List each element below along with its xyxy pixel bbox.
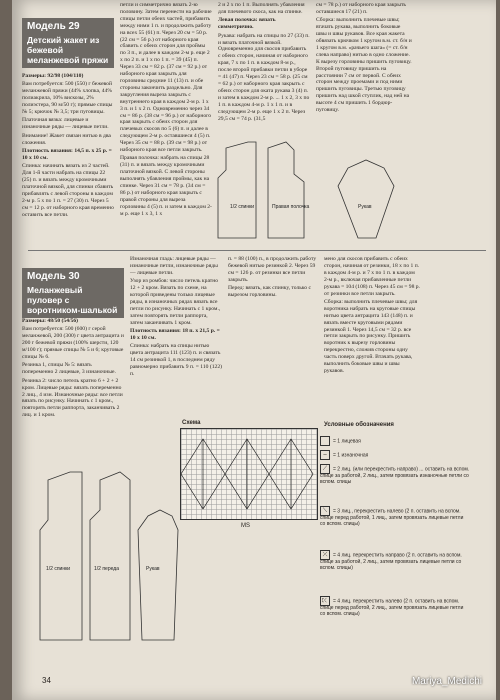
- legend-item-2-text: = 1 изнаночная: [333, 452, 369, 459]
- model29-front-outline: [268, 142, 304, 238]
- model29-right-front: Правая полочка: набрать на спицы 28 (31) п. и вязать между кромочными платочной вязкой. С левой стороны выполнять убавления проймы, как на спинке. Через 31 см = 78 р. (34 см = 86 р.) от наборного края закрыть с правой стороны для выреза горловины 4 (5) п. и затем в каждом 2-м р. еще 1 х 3, 1 х: [120, 155, 212, 217]
- legend-item-1: [320, 436, 470, 446]
- model30-back: Спинка: набрать на спицы нитью цвета антрацита 111 (123) п. и связать 14 см резинкой 1, в последнем ряду равномерно прибавить 9 п. = 110 (122) п.: [130, 343, 222, 377]
- model30-materials: Вам потребуется: 500 (600) г серой меланжевой, 200 (300) г цвета антрацита и 200 г бежевой пряжи (100% шерсти, 120 м/100 г); прямые спицы № 5 и 6; круговые спицы № 6.: [22, 326, 124, 361]
- knit-stitch-symbol-icon: [320, 436, 330, 446]
- model30-front-label: 1/2 переда: [94, 566, 119, 572]
- model29-col3-text: 2 и 2 х по 1 п. Выполнять убавления для плечевого скоса, как на спинке.: [218, 2, 305, 15]
- model29-sleeves: Рукава: набрать на спицы по 27 (33) п. и вязать платочной вязкой. Одновременно для скосов прибавить с обеих сторон, начиная от наборного края, 7 х по 1 п. в каждом 8-м р., после второй прибавки петли в уборе = 41 (47) п. Через 23 см = 58 р. (25 см = 62 р.) от наборного края закрыть с обеих сторон для окатa рукава 3 (4) п. и затем в каждом 2-м р. ... 1 х 2, 3 х по 1 п. в каждом 4-м р. 1 х 1 п. и в следующем 2-м р. еще 1 х 2 п. Через 29,5 см = 74 р. (31,5: [218, 32, 310, 122]
- model29-number: Модель 29: [27, 21, 80, 32]
- legend-item-4-text: = 3 лиц., перекрестить налево (2 п. оставить на вспом. спице перед работой, 1 лиц., затем провязать лицевые петли со вспом. спицы): [320, 508, 464, 527]
- model29-col4-text: см = 78 р.) от наборного края закрыть оставшиеся 17 (21) п.: [316, 2, 406, 15]
- model30-title-bar: [22, 268, 124, 318]
- model29-sleeve-label: Рукав: [358, 204, 372, 210]
- knit-chart-pattern: [181, 429, 317, 519]
- model30-relief: Узор из ромбов: число петель кратно 12 + 2 кром. Вязать по схеме, на которой приведены только лицевые ряды, в изнаночных рядах вязать все петли по рисунку. Начинать с 1 кром., затем повторять петли раппорта, затем заканчивать 1 кром.: [130, 278, 221, 326]
- cross-left-symbol-icon: ⟍: [320, 506, 330, 516]
- legend-item-2: [320, 450, 470, 460]
- legend-item-5-text: = 4 лиц. перекрестить направо (2 п. оставить на вспом. спице за работой, 2 лиц., затем провязать лицевые петли со вспом. спицы): [320, 552, 462, 571]
- model30-sleeve-outline: [138, 510, 178, 640]
- watermark: Mariya_Medichi: [411, 676, 482, 687]
- page-number: 34: [42, 676, 51, 685]
- model29-column-3: [218, 2, 310, 124]
- legend-item-6: [320, 596, 470, 618]
- model29-sizes: Размеры: 92/98 (104/110): [22, 73, 84, 79]
- model29-materials: Вам потребуется: 500 (550) г бежевой меланжевой пряжи (44% хлопка, 44% полиакрила, 10% вискозы, 2% полиэстера, 90 м/50 г); прямые спицы № 5; крючок № 3,5; три пуговицы.: [22, 81, 113, 116]
- model30-purl: Изнаночная гладь: лицевые ряды — изнаночные петли, изнаночные ряды — лицевые петли.: [130, 256, 218, 276]
- model30-sleeve-label: Рукав: [146, 566, 160, 572]
- model29-column-1: [22, 73, 114, 220]
- magazine-page: [12, 0, 496, 700]
- model29-column-2: [120, 2, 212, 219]
- model29-left-front: Левая полочка: вязать симметрично.: [218, 17, 276, 31]
- model30-front: Перед: вязать, как спинку, только с вырезом горловины.: [228, 285, 311, 299]
- legend-title: Условные обозначения: [324, 422, 394, 428]
- model30-col4-text: мено для скосов прибавить с обеих сторон, начиная от резинки, 18 х по 1 п. в каждом 4-м р. и 7 х по 1 п. в каждом 2-м р., включая прибавленные петли рукава = 104 (108) п. Через 45 см = 98 р. от резинки все петли закрыть.: [324, 256, 420, 297]
- model30-schematic: [30, 450, 180, 650]
- model30-number: Модель 30: [27, 271, 80, 282]
- model29-schematic: [208, 138, 408, 246]
- model30-col3-text: п. = 88 (100) п., в продолжить работу бежевой нитью резинкой 2. Через 59 см = 126 р. от резинки все петли закрыть.: [228, 256, 317, 283]
- knit-chart-grid: [180, 428, 318, 529]
- model30-density: Плотность вязания: 18 п. x 21,5 р. = 10 x 10 см.: [130, 328, 220, 341]
- model30-front-outline: [90, 472, 130, 640]
- model29-back: Спинка: начинать вязать из 2 частей. Для 1-й части набрать на спицы 22 (25) п. и вязать между кромочными платочной вязкой, для спинки сбавить прибавлять с левой стороны в каждом 2-м р. 5 х по 1 п. = 27 (30) п. Через 5 см = 12 р. от наборного края временно оставить все петли.: [22, 163, 114, 218]
- knit-chart-ms-label: МS: [241, 523, 250, 529]
- model29-sleeve-outline: [338, 160, 394, 238]
- cable-left-symbol-icon: ⤪: [320, 596, 330, 606]
- model30-rib: Резинка 2: число петель кратно 6 + 2 + 2 кром. Лицевые ряды: вязать попеременно 2 лиц., 4 изн. Изнаночные ряды: все петли вязать по рисунку. Начинать с 1 кром., повторять петли раппорта, заканчивать 2 лиц. и 1 кром.: [22, 377, 123, 419]
- model29-title-bar: [22, 18, 114, 68]
- cable-right-symbol-icon: ⤫: [320, 550, 330, 560]
- model29-pattern2: Внимание! Жакет связан нитью в два сложения.: [22, 132, 111, 146]
- model29-back-outline: [218, 142, 256, 238]
- cross-right-symbol-icon: ⟋: [320, 464, 330, 474]
- model30-sizes: Размеры: 48/50 (54/56): [22, 318, 79, 324]
- legend-item-4: [320, 506, 470, 528]
- model30-assembly: Сборка: выполнить плечевые швы; для воротника набрать на круговые спицы нитью цвета антрацита 143 (148) п. и вязать вместе круговыми рядами резинкой 1. Через 14,5 см = 32 р. все петли закрыть по рисунку. Пришить воротник к вырезу горловины перекрестно, сложив стороны одну часть поверх другой. Втачать рукава, выполнить боковые швы и швы рукавов.: [324, 298, 418, 374]
- purl-stitch-symbol-icon: –: [320, 450, 330, 460]
- model29-assembly: Сборка: выполнить плечевые швы; втачать рукава, выполнить боковые швы и швы рукавов. Все края жакета обвязать крючком 1 кругом в.м. ст. б/н и 1 кругом в.м. «рачьего шага» (= ст. б/н слева направо) нитью в одно сложение. К вырезу горловины пришить пуговицу. Второй пуговицу пришить на расстоянии 7 см от первой. С обеих сторон между проемами и под ними пришить пуговицы. Третью пуговицу пришить над шкой ступлик, над ней на высоте 4 см пришить 1 бордюр-пуговицу.: [316, 17, 412, 114]
- model29-title: Детский жакет из бежевой меланжевой пряжи: [22, 33, 114, 68]
- legend-item-1-text: = 1 лицевая: [333, 438, 361, 445]
- model30-back-label: 1/2 спинки: [46, 566, 71, 572]
- model30-column-1: [22, 318, 124, 421]
- legend-item-3: [320, 464, 470, 486]
- model30-column-4: [324, 256, 420, 376]
- model30-column-3: [228, 256, 320, 300]
- model29-density: Плотность вязания: 14,5 п. x 25 р. = 10 x 10 см.: [22, 148, 112, 161]
- knit-chart-cross-lines: [203, 439, 291, 509]
- model29-back-continued: петли и симметрично вязать 2-ю половину. Затем перенести на рабочие спицы петли обеих частей, прибавить между ними 1 п. и продолжить работу на всех 55 (61) п. Через 20 см = 50 р. (22 см = 56 р.) от наборного края сбавить с обеих сторон для проймы по 3 п., и далее в каждом 2-м р. еще 2 х по 2 п. и 1 х по 1 п. = 39 (45) п. Через 33 см = 82 р. (37 см = 92 р.) от наборного края закрыть для горловины средние 11 (13) п. и обе стороны закончить раздельно. Для закругления выреза закрыть с внутреннего края в каждом 2-м р. 1 х 3 п. и 1 х 2 п. Одновременно через 34 см = 86 р. (38 см = 96 р.) от наборного края закрыть с обеих сторон для плечевых скосов по 5 (6) п. и далее в следующем 2-м р. оставшиеся 4 (5) п. Через 35 см = 88 р. (39 см = 98 р.) от наборного края все петли закрыть.: [120, 2, 212, 154]
- model29-column-4: [316, 2, 412, 116]
- model29-front-label: Правая полочка: [272, 204, 310, 210]
- legend-item-3-text: = 2 лиц. (или перекрестить направо) ... оставить на вспом. спице за работой, 2 лиц., затем провязать изнаночные петли со вспом. спицы: [320, 466, 470, 485]
- model29-pattern1: Платочная вязка: лицевые и изнаночные ряды — лицевые петли.: [22, 117, 109, 131]
- model30-column-2: [130, 256, 222, 379]
- knit-chart-title: Схема: [182, 420, 201, 426]
- model29-back-label: 1/2 спинки: [230, 204, 255, 210]
- model30-back-outline: [40, 472, 82, 640]
- model30-title: Меланжевый пуловер с воротником-шалькой: [22, 283, 124, 318]
- model30-pattern: Резинка 1, спицы № 5: вязать попеременно 2 лицевые, 3 изнаночные.: [22, 362, 116, 376]
- section-divider: [28, 250, 486, 251]
- legend-item-5: [320, 550, 470, 572]
- legend-item-6-text: = 4 лиц. перекрестить налево (2 п. оставить на вспом. спице перед работой, 2 лиц., затем провязать лицевые петли со вспом. спицы): [320, 598, 464, 617]
